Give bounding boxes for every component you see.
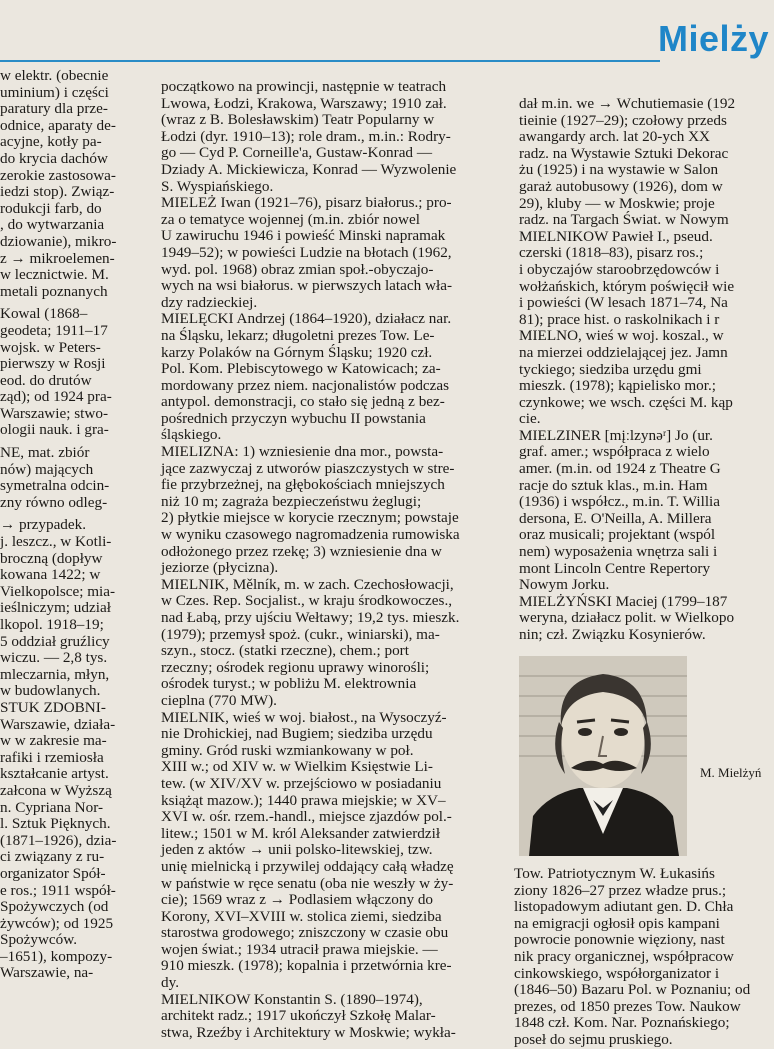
text-line: l. Sztuk Pięknych. bbox=[0, 815, 111, 833]
portrait-caption: M. Mielżyń bbox=[700, 765, 762, 780]
text-line: fie przybrzeżnej, na głębokościach mniejszych bbox=[161, 476, 445, 494]
text-line: MIELNIKOW Pawieł I., pseud. bbox=[519, 227, 713, 245]
text-line: 1848 czł. Kom. Nar. Poznańskiego; bbox=[514, 1014, 730, 1032]
text-line: czerski (1818–83), pisarz ros.; bbox=[519, 244, 704, 262]
text-line: dersona, E. O'Neilla, A. Millera bbox=[519, 509, 712, 527]
text-line: w budowlanych. bbox=[0, 682, 101, 700]
text-line: oraz musicali; projektant (wspól bbox=[519, 526, 716, 544]
text-line: nad Łabą, przy ujściu Wełtawy; 19,2 tys. mieszk. bbox=[161, 609, 460, 626]
text-line: unię mielnicką i przywilej oddający całą władzę bbox=[161, 857, 454, 875]
text-line: 29), kluby — w Moskwie; proje bbox=[519, 194, 715, 212]
text-line: 2) płytkie miejsce w korycie rzecznym; powstaje bbox=[161, 509, 459, 527]
text-line: cinkowskiego, współorganizator i bbox=[514, 964, 720, 982]
text-line: wojen świat.; 1934 utracił prawa miejskie. — bbox=[161, 940, 438, 958]
text-line: listopadowym adiutant gen. D. Chła bbox=[514, 898, 734, 916]
text-line: Spożywczych (od bbox=[0, 898, 109, 916]
text-line: Nowym Jorku. bbox=[519, 576, 610, 594]
text-line: ologii nauk. i gra- bbox=[0, 421, 109, 439]
text-line: ośrodek turyst.; w pobliżu M. elektrownia bbox=[161, 675, 417, 693]
text-line: nem) wyposażenia wnętrza sali i bbox=[519, 543, 718, 561]
text-line: książąt mazow.); 1440 prawa miejskie; w XV– bbox=[161, 791, 446, 809]
text-line: MIELZINER [mįːlzynəʳ] Jo (ur. bbox=[519, 426, 713, 444]
text-line: prezes, od 1850 prezes Tow. Naukow bbox=[514, 997, 741, 1015]
text-line: MIELNO, wieś w woj. koszal., w bbox=[519, 327, 724, 345]
text-line: rzeczny; ośrodek regionu uprawy winorośli; bbox=[161, 658, 430, 676]
text-line: w lecznictwie. M. bbox=[0, 266, 109, 284]
text-line: w Czes. Rep. Socjalist., w kraju środkowoczes., bbox=[161, 592, 453, 610]
text-line: pośrednich przyczyn wybuchu II powstania bbox=[161, 409, 426, 427]
text-line: , do wytwarzania bbox=[0, 216, 105, 234]
text-line: symetralna odcin- bbox=[0, 477, 110, 495]
text-line: z → mikroelemen- bbox=[0, 249, 115, 267]
text-line: jące zazwyczaj z utworów piaszczystych w stre- bbox=[161, 459, 455, 477]
text-line: mieszk. (1978); kąpielisko mor.; bbox=[519, 377, 716, 395]
text-line: w elektr. (obecnie bbox=[0, 67, 109, 84]
text-line: wych na wsi białorus. w pierwszych latach wła- bbox=[161, 277, 453, 295]
text-line: wiczu. — 2,8 tys. bbox=[0, 649, 108, 667]
text-line: XVI w. ośr. rzem.-handl., miejsce zjazdów pol.- bbox=[161, 808, 452, 826]
text-line: antypol. demonstracji, co stało się jedną z bez- bbox=[161, 393, 445, 411]
text-line: 5 oddział gruźlicy bbox=[0, 632, 110, 650]
text-line: wojsk. w Peters- bbox=[0, 338, 101, 356]
page-header-title: Mielży bbox=[658, 18, 770, 59]
text-line: nów) mających bbox=[0, 460, 94, 478]
text-line: 81); prace hist. o raskolnikach i r bbox=[519, 310, 720, 328]
text-line: MIELŻYŃSKI Maciej (1799–187 bbox=[519, 592, 728, 610]
text-line: na mierzei oddzielającej jez. Jamn bbox=[519, 343, 728, 361]
text-line: nik pracy organicznej, współpracow bbox=[514, 947, 734, 965]
text-line: ci związany z ru- bbox=[0, 848, 105, 866]
text-line: MIELNIK, wieś w woj. białost., na Wysoczyź- bbox=[161, 708, 447, 726]
text-line: śląskiego. bbox=[161, 426, 222, 444]
text-line: cie. bbox=[519, 410, 541, 428]
text-line: za o tematyce wojennej (m.in. zbiór nowel bbox=[161, 210, 420, 228]
text-line: powrocie ponownie więziony, nast bbox=[514, 931, 725, 949]
text-line: czynkowe; we wsch. części M. kąp bbox=[519, 393, 733, 411]
text-line: amer. (m.in. od 1924 z Theatre G bbox=[519, 460, 721, 478]
portrait-engraving bbox=[519, 656, 687, 856]
text-line: (wraz z B. Bolesławskim) Teatr Popularny w bbox=[161, 111, 435, 129]
text-line: jeden z aktów → unii polsko-litewskiej, tzw. bbox=[161, 841, 433, 859]
text-line: Tow. Patriotycznym W. Łukasińs bbox=[514, 865, 715, 882]
text-line: dziowanie), mikro- bbox=[0, 232, 117, 250]
text-line: acyjne, kotły pa- bbox=[0, 133, 102, 151]
text-line: n. Cypriana Nor- bbox=[0, 798, 104, 816]
text-line: żu (1925) i na wystawie w Salon bbox=[519, 161, 719, 179]
text-line: nin; czł. Związku Kosynierów. bbox=[519, 626, 706, 643]
text-line: architekt radz.; 1917 ukończył Szkołę Malar- bbox=[161, 1007, 436, 1025]
text-line: pierwszy w Rosji bbox=[0, 355, 106, 373]
text-line: wyd. pol. 1968) obraz zmian społ.-obyczajo- bbox=[161, 260, 434, 278]
text-line: rafiki i rzemiosła bbox=[0, 748, 104, 766]
text-line: iedzi stop). Związ- bbox=[0, 183, 115, 201]
portrait-image bbox=[519, 656, 687, 856]
text-line: Warszawie; stwo- bbox=[0, 404, 109, 422]
text-line: ieślniczym; udział bbox=[0, 599, 111, 617]
text-line: Warszawie, działa- bbox=[0, 715, 116, 733]
text-line: S. Wyspiańskiego. bbox=[161, 177, 274, 195]
text-line: litew.; 1501 w M. król Aleksander zatwierdził bbox=[161, 824, 441, 842]
text-line: eod. do drutów bbox=[0, 371, 92, 389]
text-line: Warszawie, na- bbox=[0, 964, 94, 982]
text-line: uminium) i części bbox=[0, 83, 109, 101]
text-line: –1651), kompozy- bbox=[0, 947, 113, 965]
text-line: MIELIZNA: 1) wzniesienie dna mor., powsta- bbox=[161, 443, 444, 461]
header-rule bbox=[0, 60, 660, 62]
text-line: MIELNIK, Mělník, m. w zach. Czechosłowacji, bbox=[161, 575, 454, 593]
text-line: broczną (dopływ bbox=[0, 549, 103, 567]
text-line: weryna, działacz polit. w Wielkopo bbox=[519, 609, 735, 627]
text-line: cieplna (770 MW). bbox=[161, 691, 277, 709]
text-line: odnice, aparaty de- bbox=[0, 116, 116, 134]
text-line: mordowany przez niem. nacjonalistów podczas bbox=[161, 376, 450, 394]
text-line: na emigracji ogłosił opis kampani bbox=[514, 914, 720, 932]
text-line: Korony, XVI–XVIII w. stolica ziemi, siedziba bbox=[161, 907, 442, 925]
text-line: radz. na Wystawie Sztuki Dekorac bbox=[519, 144, 729, 162]
text-line: cie); 1569 wraz z → Podlasiem włączony do bbox=[161, 891, 434, 909]
text-line: XIII w.; od XIV w. w Wielkim Księstwie Li- bbox=[161, 758, 433, 776]
text-line: MIELĘCKI Andrzej (1864–1920), działacz nar. bbox=[161, 310, 452, 328]
text-line: zny równo odleg- bbox=[0, 493, 108, 511]
text-line: organizator Spół- bbox=[0, 864, 106, 882]
text-line: i powieści (W lesach 1871–74, Na bbox=[519, 294, 728, 312]
text-line: NE, mat. zbiór bbox=[0, 444, 90, 462]
text-line: graf. amer.; współpraca z wielo bbox=[519, 443, 710, 461]
text-line: (1871–1926), dzia- bbox=[0, 831, 117, 849]
text-line: MIELEŻ Iwan (1921–76), pisarz białorus.; pro- bbox=[161, 194, 452, 212]
text-line: nie Drohickiej, nad Bugiem; siedziba urzędu bbox=[161, 725, 433, 743]
text-line: początkowo na prowincji, następnie w teatrach bbox=[161, 78, 447, 95]
text-line: żywców); od 1925 bbox=[0, 914, 114, 932]
text-line: ząd); od 1924 pra- bbox=[0, 388, 112, 406]
text-line: wołżańskich, którym poświęcił wie bbox=[519, 277, 735, 295]
text-line: w wyniku czasowego nagromadzenia rumowiska bbox=[161, 526, 460, 544]
column-right-bottom bbox=[514, 866, 774, 1049]
column-middle bbox=[161, 79, 509, 1041]
text-line: STUK ZDOBNI- bbox=[0, 698, 106, 716]
text-line: Pol. Kom. Plebiscytowego w Katowicach; za- bbox=[161, 360, 441, 378]
text-line: → przypadek. bbox=[0, 516, 87, 534]
text-line: Łodzi (dyr. 1910–13); role dram., m.in.: Rodry- bbox=[161, 127, 451, 145]
text-line: 1949–52); w powieści Ludzie na błotach (1962, bbox=[161, 243, 452, 261]
text-line: e ros.; 1911 współ- bbox=[0, 881, 116, 899]
text-line: lkopol. 1918–19; bbox=[0, 616, 104, 633]
text-line: 910 mieszk. (1978); kopalnia i przetwórnia kre- bbox=[161, 957, 452, 975]
text-line: Vielkopolsce; mia- bbox=[0, 582, 116, 600]
text-line: Spożywców. bbox=[0, 931, 78, 949]
text-line: kowana 1422; w bbox=[0, 566, 101, 584]
text-line: Dziady A. Mickiewicza, Konrad — Wyzwolenie bbox=[161, 160, 457, 178]
text-line: MIELNIKOW Konstantin S. (1890–1974), bbox=[161, 990, 423, 1008]
text-line: do krycia dachów bbox=[0, 149, 108, 167]
text-line: mont Lincoln Centre Repertory bbox=[519, 559, 711, 577]
text-line: poseł do sejmu pruskiego. bbox=[514, 1030, 673, 1048]
text-line: awangardy arch. lat 20-ych XX bbox=[519, 128, 711, 146]
text-line: zerokie zastosowa- bbox=[0, 166, 116, 184]
text-line: tieinie (1927–29); czołowy przeds bbox=[519, 111, 727, 129]
text-line: jeziorze (płycizna). bbox=[161, 559, 279, 577]
text-line: (1936) i współcz., m.in. T. Willia bbox=[519, 493, 721, 511]
text-line: karzy Polaków na Górnym Śląsku; 1920 czł. bbox=[161, 343, 433, 361]
text-line: załcona w Wyższą bbox=[0, 781, 112, 799]
text-line: metali poznanych bbox=[0, 282, 108, 300]
text-line: U zawiruchu 1946 i powieść Minski napramak bbox=[161, 227, 446, 245]
text-line: i obyczajów staroobrzędowców i bbox=[519, 260, 720, 278]
text-line: kształcanie artyst. bbox=[0, 765, 109, 783]
text-line: dy. bbox=[161, 974, 179, 992]
text-line: ziony 1826–27 przez władze prus.; bbox=[514, 881, 727, 899]
column-left bbox=[0, 68, 140, 982]
text-line: dzy radzieckiej. bbox=[161, 293, 258, 311]
text-line: tew. (w XIV/XV w. przejściowo w posiadaniu bbox=[161, 774, 442, 792]
text-line: Kowal (1868– bbox=[0, 305, 88, 323]
text-line: w w zakresie ma- bbox=[0, 732, 107, 750]
text-line: dał m.in. we → Wchutiemasie (192 bbox=[519, 95, 736, 112]
text-line: radz. na Targach Świat. w Nowym bbox=[519, 211, 729, 229]
text-line: na Śląsku, lekarz; długoletni prezes Tow. Le- bbox=[161, 326, 435, 344]
text-line: geodeta; 1911–17 bbox=[0, 321, 108, 339]
text-line: stwa, Rzeźby i Architektury w Moskwie; wykła- bbox=[161, 1023, 456, 1041]
text-line: j. leszcz., w Kotli- bbox=[0, 533, 112, 551]
text-line: gminy. Gród ruski wzmiankowany w poł. bbox=[161, 741, 414, 759]
text-line: go — Cyd P. Corneille'a, Gustaw-Konrad — bbox=[161, 144, 433, 162]
text-line: tyckiego; siedziba urzędu gmi bbox=[519, 360, 702, 378]
text-line: Lwowa, Łodzi, Krakowa, Warszawy; 1910 zał. bbox=[161, 94, 447, 112]
text-line: starostwa grodowego; zniszczony w czasie obu bbox=[161, 924, 449, 942]
text-line: niż 10 m; zagraża bezpieczeństwu żeglugi; bbox=[161, 492, 422, 510]
text-line: mleczarnia, młyn, bbox=[0, 665, 110, 683]
column-right-top bbox=[519, 96, 774, 644]
text-line: odłożonego przez rzekę; 3) wzniesienie dna w bbox=[161, 542, 442, 560]
text-line: w państwie w ręce senatu (oba nie weszły w ży- bbox=[161, 874, 454, 892]
text-line: racje do sztuk klas., m.in. Ham bbox=[519, 476, 708, 494]
text-line: paratury dla prze- bbox=[0, 100, 108, 118]
text-line: garaż autobusowy (1926), dom w bbox=[519, 177, 723, 195]
text-line: rodukcji farb, do bbox=[0, 199, 102, 217]
text-line: (1846–50) Bazaru Pol. w Poznaniu; od bbox=[514, 981, 751, 999]
text-line: (1979); przemysł spoż. (cukr., winiarski), ma- bbox=[161, 625, 440, 643]
text-line: szyn., stocz. (statki rzeczne), chem.; port bbox=[161, 642, 409, 660]
